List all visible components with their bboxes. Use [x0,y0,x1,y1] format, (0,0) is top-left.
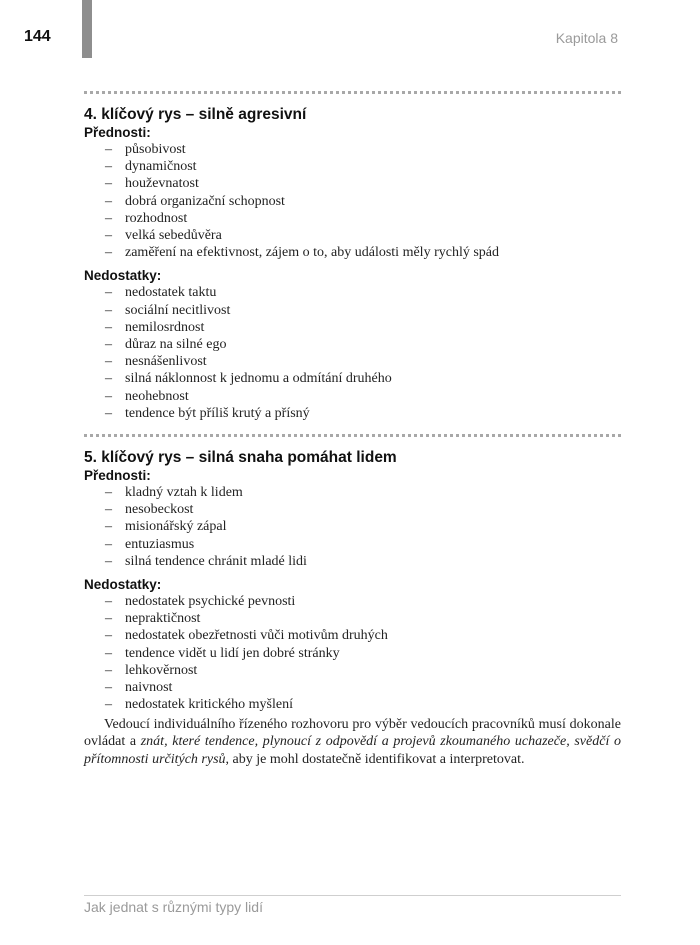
list-item: – nemilosrdnost [105,319,205,335]
section-4-weaknesses-heading: Nedostatky: [84,268,162,284]
section-5 [84,449,621,713]
footer-divider [84,895,621,896]
section-4-weaknesses-list [84,284,621,422]
page-number: 144 [24,28,51,45]
section-4 [84,106,621,422]
list-item: – velká sebedůvěra [105,228,222,244]
footer-book-title: Jak jednat s různými typy lidí [84,899,263,915]
list-item: – rozhodnost [105,210,188,226]
list-item: – misionářský zápal [105,519,227,535]
section-separator [84,434,621,437]
list-item: – houževnatost [105,176,199,192]
list-item: – entuziasmus [105,536,195,552]
list-item: – nesnášenlivost [105,354,207,370]
section-separator [84,91,621,94]
list-item: – sociální necitlivost [105,302,231,318]
list-item: – dynamičnost [105,159,197,175]
section-5-strengths-list [84,484,621,570]
list-item: – neohebnost [105,388,189,404]
list-item: – silná tendence chránit mladé lidi [105,553,307,569]
list-item: – důraz na silné ego [105,337,227,353]
list-item: – silná náklonnost k jednomu a odmítání druhého [105,371,392,387]
section-5-strengths-heading: Přednosti: [84,468,151,483]
list-item: – naivnost [105,680,173,696]
list-item: – zaměření na efektivnost, zájem o to, aby události měly rychlý spád [105,245,499,261]
section-4-strengths-heading: Přednosti: [84,125,151,140]
section-5-title: 5. klíčový rys – silná snaha pomáhat lidem [84,449,397,466]
section-4-title: 4. klíčový rys – silně agresivní [84,106,307,123]
body-paragraph: Vedoucí individuálního řízeného rozhovoru pro výběr vedoucích pracovníků musí dokonale ovládat a znát, které tendence, plynoucí z odpovědí a projevů zkoumaného uchazeče, svědčí o přítomnosti určitých rysů, aby je mohl dostatečně identifikovat a interpretovat. [84,717,621,767]
list-item: – kladný vztah k lidem [105,485,243,500]
list-item: – lehkověrnost [105,662,198,678]
list-item: – nedostatek taktu [105,285,217,301]
header-bar [82,0,92,58]
list-item: – působivost [105,142,186,157]
list-item: – tendence vidět u lidí jen dobré stránky [105,645,340,661]
emphasized-text: znát, které tendence, plynoucí z odpovědí a projevů zkoumaného uchazeče, svědčí o přítomnosti určitých rysů [84,734,621,767]
section-5-weaknesses-list [84,593,621,713]
list-item: – nedostatek psychické pevnosti [105,594,296,610]
section-5-weaknesses-heading: Nedostatky: [84,577,162,593]
list-item: – nesobeckost [105,502,194,518]
chapter-label: Kapitola 8 [555,30,618,46]
section-4-strengths-list [84,141,621,261]
list-item: – dobrá organizační schopnost [105,193,285,209]
list-item: – nepraktičnost [105,611,201,627]
list-item: – nedostatek obezřetnosti vůči motivům druhých [105,628,388,644]
list-item: – tendence být příliš krutý a přísný [105,405,310,421]
list-item: – nedostatek kritického myšlení [105,697,293,713]
